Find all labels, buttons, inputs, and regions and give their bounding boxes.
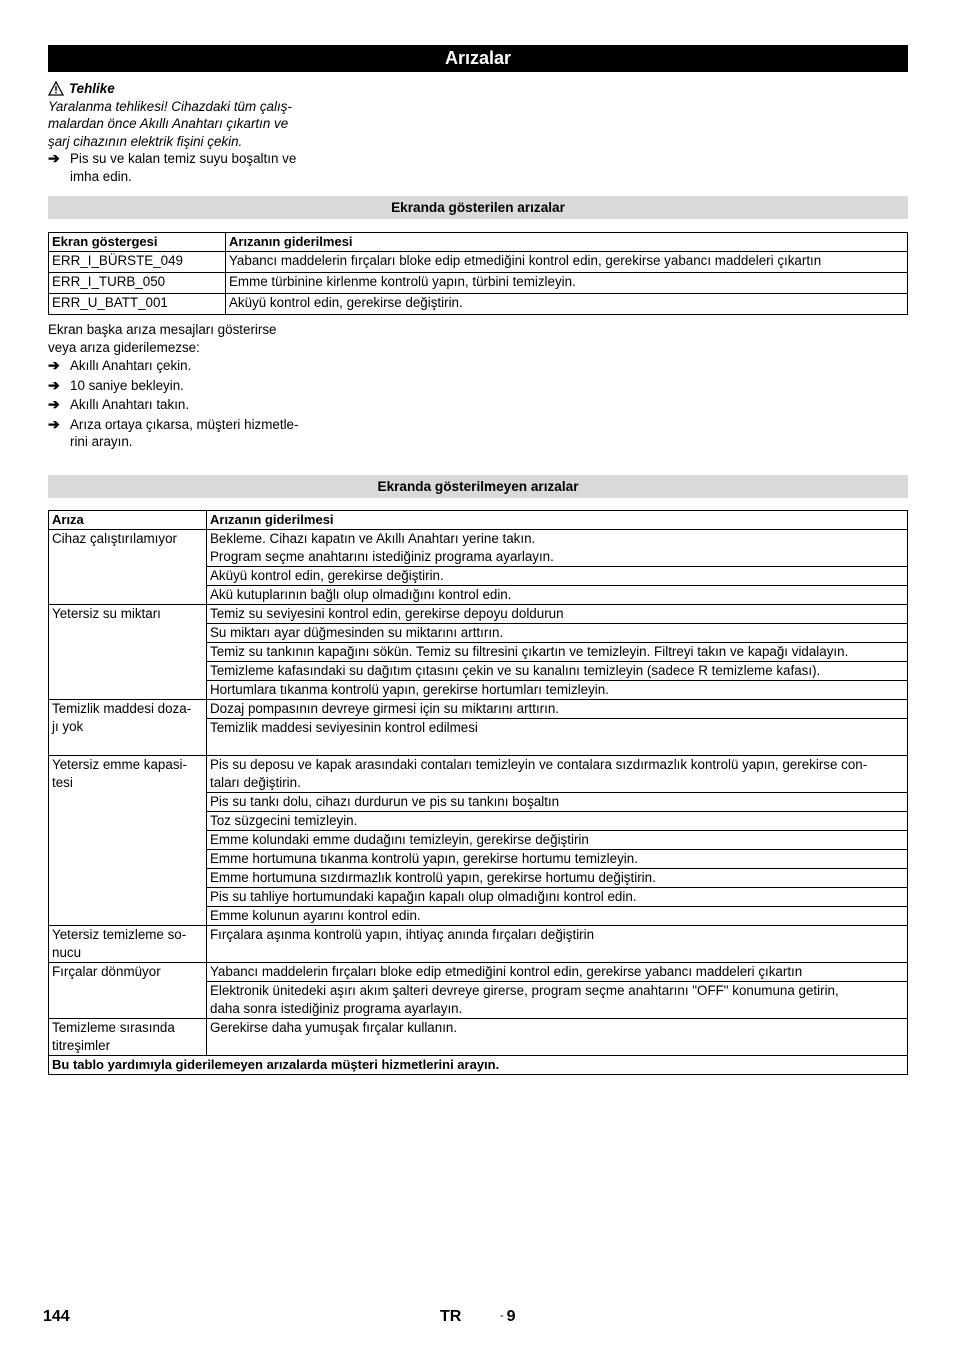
fault-text: Temizlik maddesi doza-	[52, 701, 192, 716]
fix-text: Emme kolunun ayarını kontrol edin.	[210, 908, 421, 923]
table-row	[49, 963, 908, 982]
fix-cell	[207, 850, 908, 869]
section-header-displayed-faults: Ekranda gösterilen arızalar	[48, 196, 908, 219]
sub-page-dash: -	[500, 1310, 504, 1322]
fix-cell	[207, 605, 908, 624]
fault-text: Yetersiz su miktarı	[52, 606, 161, 621]
fix-text	[210, 737, 904, 755]
danger-notice	[48, 80, 328, 185]
fault-text: titreşimler	[52, 1038, 111, 1053]
fix-cell	[207, 793, 908, 812]
table-header-row	[49, 511, 908, 530]
fix-text: taları değiştirin.	[210, 775, 301, 790]
fault-cell	[49, 756, 207, 926]
danger-heading	[48, 80, 328, 98]
fix-cell	[207, 756, 908, 793]
step-item	[48, 377, 338, 395]
table-row	[49, 700, 908, 719]
fix-text	[210, 944, 904, 962]
fix-cell	[207, 530, 908, 567]
fix-text: Program seçme anahtarını istediğiniz programa ayarlayın.	[210, 549, 554, 564]
fix-text: Gerekirse daha yumuşak fırçalar kullanın.	[210, 1020, 458, 1035]
danger-step	[48, 150, 328, 185]
error-fix: Yabancı maddelerin fırçaları bloke edip etmediğini kontrol edin, gerekirse yabancı maddeleri çıkartın	[226, 252, 908, 273]
fix-text: Fırçalara aşınma kontrolü yapın, ihtiyaç anında fırçaları değiştirin	[210, 927, 595, 942]
arrow-right-icon: ➔	[48, 150, 60, 166]
table-row	[49, 926, 908, 963]
displayed-faults-table	[48, 232, 908, 315]
arrow-right-icon: ➔	[48, 376, 60, 393]
fix-text: Pis su tahliye hortumundaki kapağın kapalı olup olmadığını kontrol edin.	[210, 889, 637, 904]
danger-heading-text: Tehlike	[69, 81, 115, 96]
fault-text: jı yok	[52, 719, 84, 734]
fix-text: Emme hortumuna tıkanma kontrolü yapın, gerekirse hortumu temizleyin.	[210, 851, 638, 866]
fix-cell	[207, 681, 908, 700]
table-row	[49, 273, 908, 294]
danger-text	[48, 98, 328, 151]
fix-text: Yabancı maddelerin fırçaları bloke edip etmediğini kontrol edin, gerekirse yabancı maddeleri çıkartın	[210, 964, 803, 979]
fix-text: Elektronik ünitedeki aşırı akım şalteri devreye girerse, program seçme anahtarını "OFF" konumuna getirin,	[210, 983, 839, 998]
intro-line: Ekran başka arıza mesajları gösterirse	[48, 322, 277, 337]
intro-line: veya arıza giderilemezse:	[48, 339, 200, 355]
fix-cell	[207, 624, 908, 643]
fix-text: Pis su deposu ve kapak arasındaki contaları temizleyin ve contalara sızdırmazlık kontrolü yapın, gerekirse con-	[210, 757, 868, 772]
step-text: Akıllı Anahtarı çekin.	[70, 358, 192, 373]
fix-text: Temizleme kafasındaki su dağıtım çıtasını çekin ve su kanalını temizleyin (sadece R temizleme kafası).	[210, 663, 821, 678]
fault-cell	[49, 963, 207, 1019]
step-text: Akıllı Anahtarı takın.	[70, 397, 190, 412]
fix-text: Bekleme. Cihazı kapatın ve Akıllı Anahtarı yerine takın.	[210, 531, 536, 546]
error-fix: Aküyü kontrol edin, gerekirse değiştirin.	[226, 294, 908, 315]
fix-cell	[207, 586, 908, 605]
table-row	[49, 530, 908, 567]
table-row	[49, 605, 908, 624]
fault-text: Temizleme sırasında	[52, 1020, 175, 1035]
fix-cell	[207, 926, 908, 963]
table-footer-note: Bu tablo yardımıyla giderilemeyen arızalarda müşteri hizmetlerini arayın.	[49, 1056, 908, 1075]
step-item	[48, 416, 338, 451]
step-item	[48, 396, 338, 414]
table-header-row	[49, 233, 908, 252]
step-text: 10 saniye bekleyin.	[70, 377, 184, 393]
fix-text: Pis su tankı dolu, cihazı durdurun ve pis su tankını boşaltın	[210, 794, 560, 809]
arrow-right-icon: ➔	[48, 415, 60, 432]
fault-cell	[49, 530, 207, 605]
fix-cell	[207, 982, 908, 1019]
fix-text: Hortumlara tıkanma kontrolü yapın, gerekirse hortumları temizleyin.	[210, 682, 609, 697]
fault-cell	[49, 605, 207, 700]
fix-cell	[207, 831, 908, 850]
fix-text: Dozaj pompasının devreye girmesi için su miktarını arttırın.	[210, 701, 560, 716]
fault-text: nucu	[52, 945, 82, 960]
danger-text-line: şarj cihazının elektrik fişini çekin.	[48, 133, 243, 149]
fix-text: Emme kolundaki emme dudağını temizleyin, gerekirse değiştirin	[210, 832, 589, 847]
table-row	[49, 252, 908, 273]
fix-text: Akü kutuplarının bağlı olup olmadığını kontrol edin.	[210, 587, 512, 602]
fault-text: Fırçalar dönmüyor	[52, 964, 161, 979]
page-title: Arızalar	[48, 45, 908, 72]
fix-text	[210, 1037, 904, 1055]
fix-cell	[207, 888, 908, 907]
table-footer-row	[49, 1056, 908, 1075]
language-code: TR	[440, 1308, 462, 1325]
fault-text: Yetersiz emme kapasi-	[52, 757, 187, 772]
danger-text-line: malardan önce Akıllı Anahtarı çıkartın ve	[48, 116, 289, 131]
fix-text: Temiz su tankının kapağını sökün. Temiz su filtresini çıkartın ve temizleyin. Filtreyi takın ve kapağı vidalayın.	[210, 644, 849, 659]
table-row	[49, 756, 908, 793]
fault-text: tesi	[52, 775, 73, 790]
fault-text: Yetersiz temizleme so-	[52, 927, 187, 942]
fix-cell	[207, 812, 908, 831]
fix-text: Emme hortumuna sızdırmazlık kontrolü yapın, gerekirse hortumu değiştirin.	[210, 870, 656, 885]
column-header: Arıza	[49, 511, 207, 530]
sub-page-value: 9	[506, 1308, 516, 1325]
arrow-right-icon: ➔	[48, 357, 60, 373]
step-item	[48, 357, 338, 375]
fault-cell	[49, 1019, 207, 1056]
column-header: Arızanın giderilmesi	[207, 511, 908, 530]
fix-cell	[207, 907, 908, 926]
fix-text: Temizlik maddesi seviyesinin kontrol edilmesi	[210, 720, 478, 735]
fault-cell	[49, 926, 207, 963]
error-code: ERR_I_TURB_050	[49, 273, 226, 294]
fix-cell	[207, 869, 908, 888]
sub-page-number	[500, 1308, 516, 1326]
danger-step-line: Pis su ve kalan temiz suyu boşaltın ve	[70, 151, 297, 166]
table-row	[49, 1019, 908, 1056]
fix-cell	[207, 643, 908, 662]
fix-text: Su miktarı ayar düğmesinden su miktarını arttırın.	[210, 625, 504, 640]
other-errors-block	[48, 321, 338, 451]
fix-text: Aküyü kontrol edin, gerekirse değiştirin.	[210, 568, 444, 583]
error-fix: Emme türbinine kirlenme kontrolü yapın, türbini temizleyin.	[226, 273, 908, 294]
fix-cell	[207, 700, 908, 719]
column-header: Arızanın giderilmesi	[226, 233, 908, 252]
error-code: ERR_I_BÜRSTE_049	[49, 252, 226, 273]
fault-text: Cihaz çalıştırılamıyor	[52, 531, 178, 546]
table-row	[49, 294, 908, 315]
fix-cell	[207, 963, 908, 982]
step-text: Arıza ortaya çıkarsa, müşteri hizmetle-	[70, 416, 299, 432]
error-code: ERR_U_BATT_001	[49, 294, 226, 315]
fault-cell	[49, 700, 207, 756]
step-text: rini arayın.	[70, 434, 133, 449]
danger-step-line: imha edin.	[70, 168, 132, 184]
column-header: Ekran göstergesi	[49, 233, 226, 252]
fix-text: Temiz su seviyesini kontrol edin, gerekirse depoyu doldurun	[210, 606, 564, 621]
fix-cell	[207, 662, 908, 681]
fix-text: Toz süzgecini temizleyin.	[210, 813, 358, 828]
page-number: 144	[43, 1308, 70, 1325]
fix-text: daha sonra istediğiniz programa ayarlayın.	[210, 1001, 463, 1016]
danger-text-line: Yaralanma tehlikesi! Cihazdaki tüm çalış-	[48, 98, 292, 114]
section-header-undisplayed-faults: Ekranda gösterilmeyen arızalar	[48, 475, 908, 498]
undisplayed-faults-table	[48, 510, 908, 1075]
arrow-right-icon: ➔	[48, 396, 60, 412]
warning-triangle-icon	[48, 81, 64, 96]
fix-cell	[207, 719, 908, 756]
fix-cell	[207, 1019, 908, 1056]
fix-cell	[207, 567, 908, 586]
